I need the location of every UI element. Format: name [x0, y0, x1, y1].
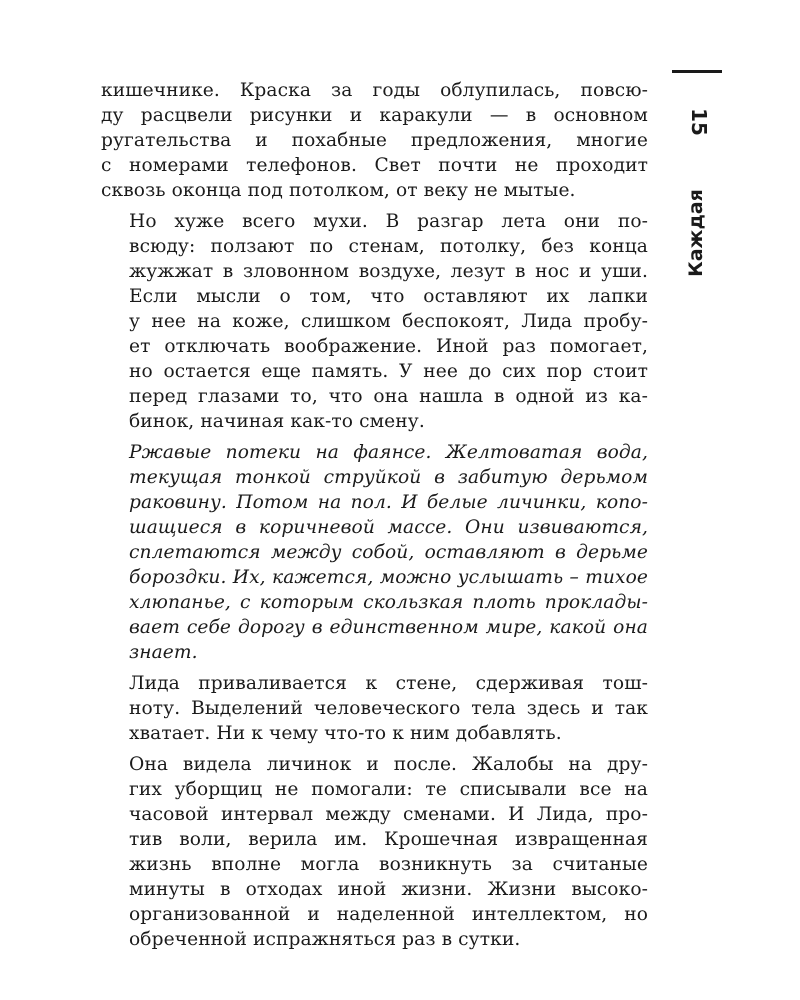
text-line: хлюпанье, с которым скользкая плоть проклады-	[129, 592, 648, 613]
text-line: с номерами телефонов. Свет почти не проходит	[101, 155, 648, 176]
text-line: Ржавые потеки на фаянсе. Желтоватая вода,	[129, 442, 648, 463]
text-line: Она видела личинок и после. Жалобы на дру-	[129, 754, 648, 775]
text-line: бинок, начиная как-то смену.	[129, 411, 425, 432]
body-text	[101, 78, 648, 958]
text-line: ноту. Выделений человеческого тела здесь и так	[129, 698, 648, 719]
text-line: Лида приваливается к стене, сдерживая тош-	[129, 673, 648, 694]
page-number: 15	[687, 108, 711, 136]
text-line: вает себе дорогу в единственном мире, какой она	[129, 617, 648, 638]
text-line: обреченной испражняться раз в сутки.	[129, 929, 521, 950]
text-line: ругательства и похабные предложения, многие	[101, 130, 648, 151]
paragraph-2	[101, 209, 648, 434]
paragraph-5	[101, 752, 648, 952]
paragraph-3-italic	[101, 440, 648, 665]
text-line: всюду: ползают по стенам, потолку, без конца	[129, 236, 648, 257]
text-line: раковину. Потом на пол. И белые личинки, копо-	[129, 492, 648, 513]
book-title: Каждая	[685, 189, 707, 277]
text-line: бороздки. Их, кажется, можно услышать – тихое	[129, 567, 648, 588]
text-line: гих уборщиц не помогали: те списывали все на	[129, 779, 648, 800]
text-line: но остается еще память. У нее до сих пор стоит	[129, 361, 648, 382]
text-line: кишечнике. Краска за годы облупилась, повсю-	[101, 80, 648, 101]
paragraph-4	[101, 671, 648, 746]
text-line: знает.	[129, 642, 198, 663]
text-line: Если мысли о том, что оставляют их лапки	[129, 286, 648, 307]
text-line: сплетаются между собой, оставляют в дерьме	[129, 542, 648, 563]
text-line: ет отключать воображение. Иной раз помогает,	[129, 336, 648, 357]
text-line: сквозь оконца под потолком, от веку не мытые.	[101, 180, 576, 201]
text-line: хватает. Ни к чему что-то к ним добавлять.	[129, 723, 562, 744]
text-line: жужжат в зловонном воздухе, лезут в нос и уши.	[129, 261, 648, 282]
text-line: организованной и наделенной интеллектом, но	[129, 904, 648, 925]
text-line: у нее на коже, слишком беспокоят, Лида пробу-	[129, 311, 648, 332]
text-line: часовой интервал между сменами. И Лида, про-	[129, 804, 648, 825]
header-rule	[672, 70, 722, 73]
text-line: ду расцвели рисунки и каракули — в основном	[101, 105, 648, 126]
paragraph-1	[101, 78, 648, 203]
text-line: текущая тонкой струйкой в забитую дерьмом	[129, 467, 648, 488]
text-line: минуты в отходах иной жизни. Жизни высоко-	[129, 879, 648, 900]
text-line: жизнь вполне могла возникнуть за считаные	[129, 854, 648, 875]
text-line: тив воли, верила им. Крошечная извращенная	[129, 829, 648, 850]
text-line: перед глазами то, что она нашла в одной из ка-	[129, 386, 648, 407]
text-line: шащиеся в коричневой массе. Они извиваются,	[129, 517, 648, 538]
text-line: Но хуже всего мухи. В разгар лета они по-	[129, 211, 648, 232]
